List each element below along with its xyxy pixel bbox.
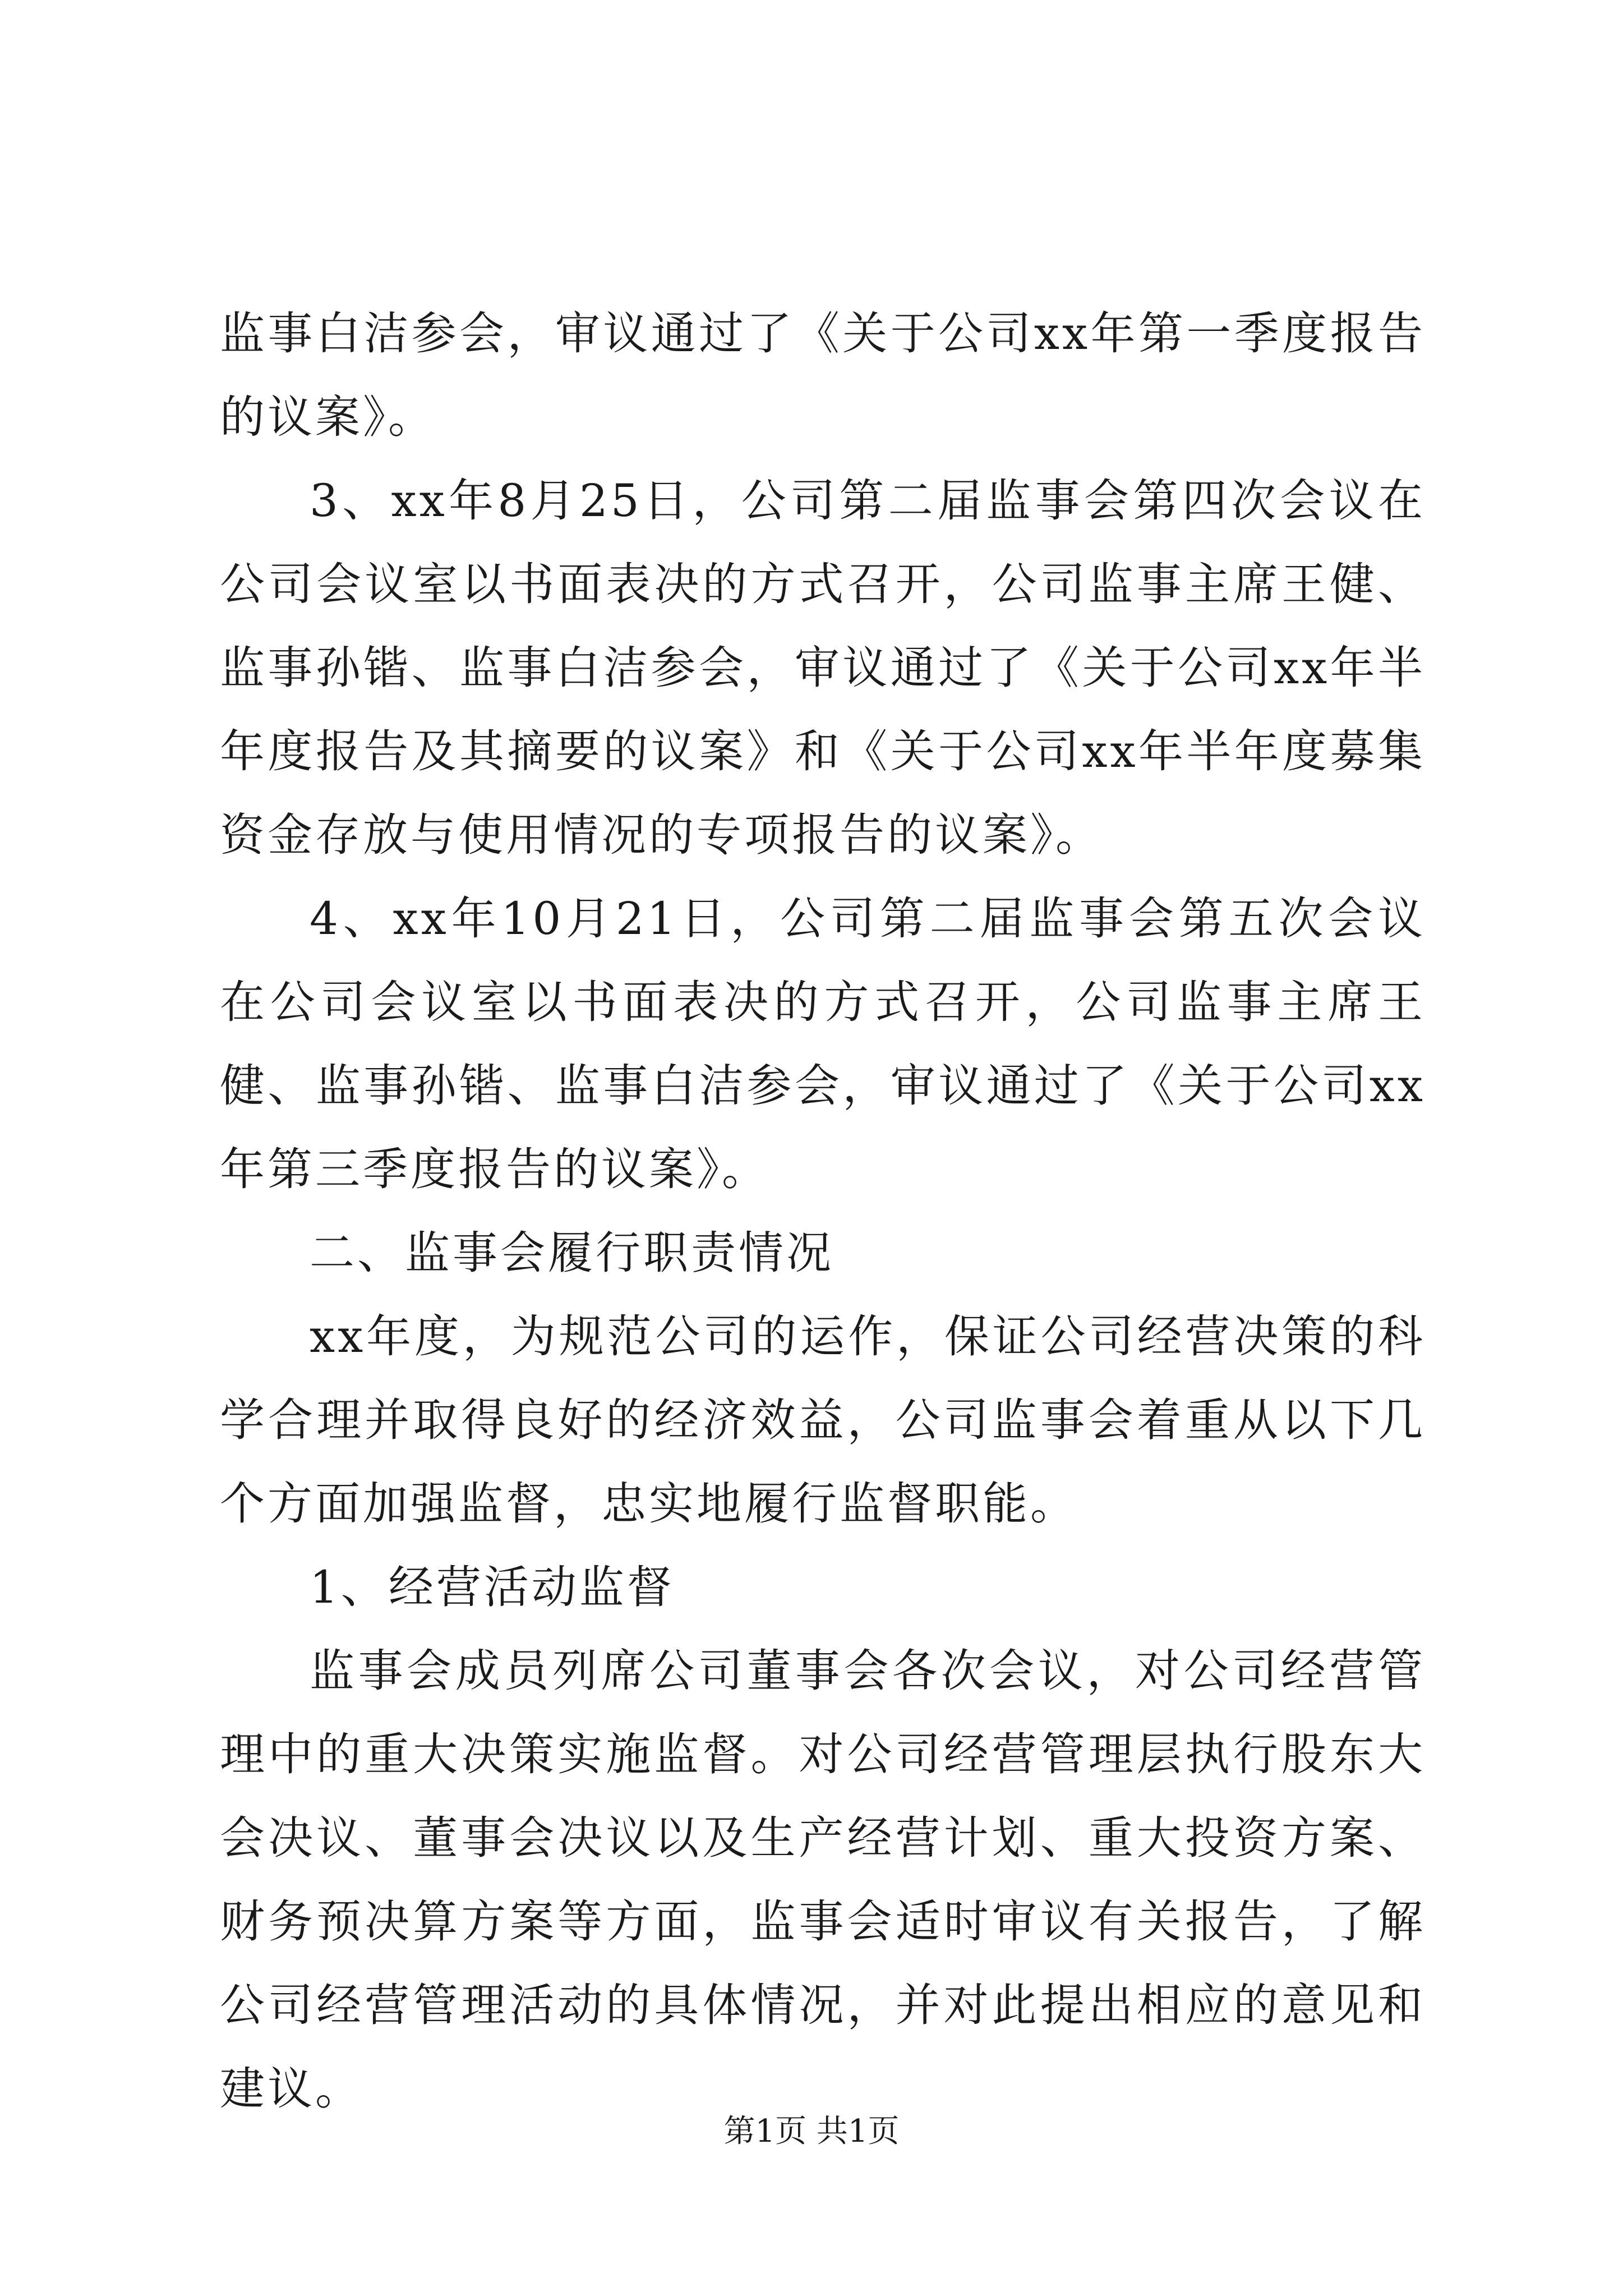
paragraph: 监事会成员列席公司董事会各次会议，对公司经营管理中的重大决策实施监督。对公司经营管理层执行股东大会决议、董事会决议以及生产经营计划、重大投资方案、财务预决算方案等方面，监事会适时审议有关报告，了解公司经营管理活动的具体情况，并对此提出相应的意见和建议。 [220,1645,1426,2115]
paragraph: 监事白洁参会，审议通过了《关于公司xx年第一季度报告的议案》。 [220,307,1426,443]
page-number: 第1页 共1页 [723,2113,900,2150]
subsection-heading: 1、经营活动监督 [310,1561,675,1613]
document-body [220,292,1426,2131]
paragraph: 4、xx年10月21日，公司第二届监事会第五次会议在公司会议室以书面表决的方式召开，公司监事主席王健、监事孙锴、监事白洁参会，审议通过了《关于公司xx年第三季度报告的议案》。 [220,892,1426,1195]
paragraph: xx年度，为规范公司的运作，保证公司经营决策的科学合理并取得良好的经济效益，公司监事会着重从以下几个方面加强监督，忠实地履行监督职能。 [220,1310,1426,1530]
page-footer [0,2109,1623,2154]
paragraph: 3、xx年8月25日，公司第二届监事会第四次会议在公司会议室以书面表决的方式召开，公司监事主席王健、监事孙锴、监事白洁参会，审议通过了《关于公司xx年半年度报告及其摘要的议案》和《关于公司xx年半年度募集资金存放与使用情况的专项报告的议案》。 [220,475,1426,861]
section-heading: 二、监事会履行职责情况 [310,1227,834,1279]
